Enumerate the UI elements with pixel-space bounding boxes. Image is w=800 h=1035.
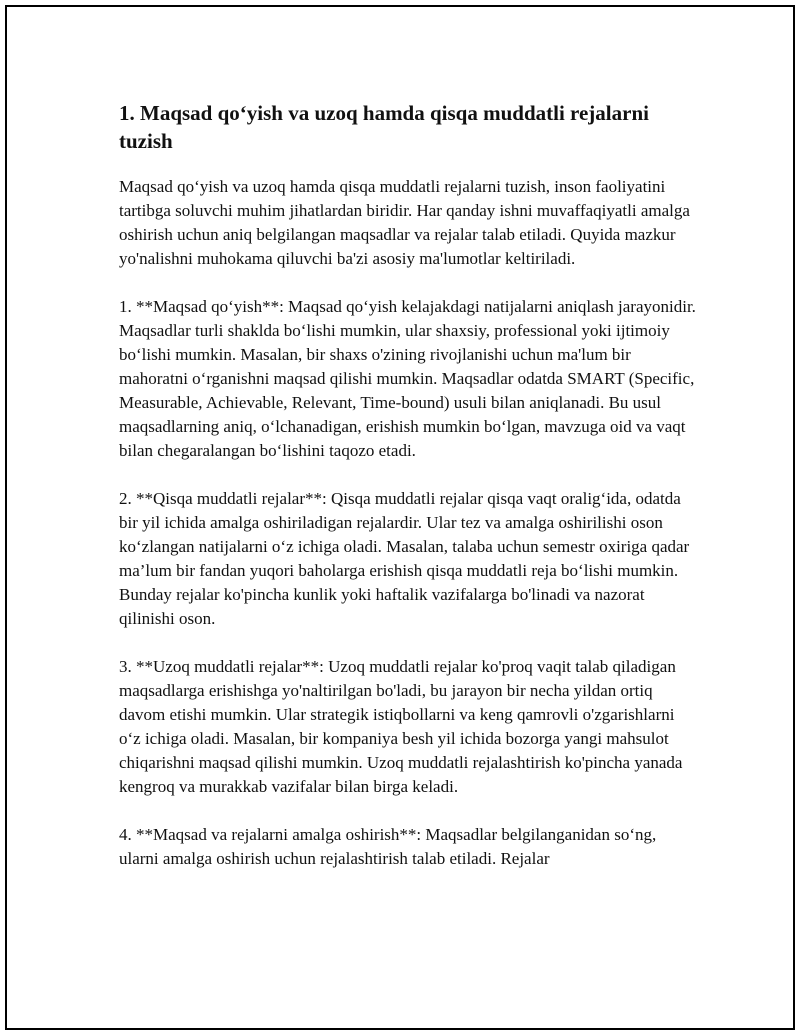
intro-paragraph: Maqsad qo‘yish va uzoq hamda qisqa muddatli rejalarni tuzish, inson faoliyatini tartibga soluvchi muhim jihatlardan biridir. Har qanday ishni muvaffaqiyatli amalga oshirish uchun aniq belgilangan maqsadlar va rejalar talab etiladi. Quyida mazkur yo'nalishni muhokama qiluvchi ba'zi asosiy ma'lumotlar keltiriladi. <box>119 177 690 268</box>
paragraph-implementation: 4. **Maqsad va rejalarni amalga oshirish**: Maqsadlar belgilanganidan so‘ng, ularni amalga oshirish uchun rejalashtirish talab etiladi. Rejalar <box>119 825 657 868</box>
paragraph-goal-setting: 1. **Maqsad qo‘yish**: Maqsad qo‘yish kelajakdagi natijalarni aniqlash jarayonidir. Maqsadlar turli shaklda bo‘lishi mumkin, ular shaxsiy, professional yoki ijtimoiy bo‘lishi mumkin. Masalan, bir shaxs o'zining rivojlanishi uchun ma'lum bir mahoratni o‘rganishni maqsad qilishi mumkin. Maqsadlar odatda SMART (Specific, Measurable, Achievable, Relevant, Time-bound) usuli bilan aniqlanadi. Bu usul maqsadlarning aniq, o‘lchanadigan, erishish mumkin bo‘lgan, mavzuga oid va vaqt bilan chegaralangan bo‘lishini taqozo etadi. <box>119 297 696 460</box>
document-body <box>119 99 699 895</box>
document-title: 1. Maqsad qo‘yish va uzoq hamda qisqa muddatli rejalarni tuzish <box>119 101 649 153</box>
page-frame <box>5 5 795 1030</box>
paragraph-long-term-plans: 3. **Uzoq muddatli rejalar**: Uzoq muddatli rejalar ko'proq vaqit talab qiladigan maqsadlarga erishishga yo'naltirilgan bo'ladi, bu jarayon bir necha yildan ortiq davom etishi mumkin. Ular strategik istiqbollarni va keng qamrovli o'zgarishlarni o‘z ichiga oladi. Masalan, bir kompaniya besh yil ichida bozorga yangi mahsulot chiqarishni maqsad qilishi mumkin. Uzoq muddatli rejalashtirish ko'pincha yanada kengroq va murakkab vazifalar bilan birga keladi. <box>119 657 683 796</box>
paragraph-short-term-plans: 2. **Qisqa muddatli rejalar**: Qisqa muddatli rejalar qisqa vaqt oralig‘ida, odatda bir yil ichida amalga oshiriladigan rejalardir. Ular tez va amalga oshirilishi oson ko‘zlangan natijalarni o‘z ichiga oladi. Masalan, talaba uchun semestr oxiriga qadar ma’lum bir fandan yuqori baholarga erishish qisqa muddatli reja bo‘lishi mumkin. Bunday rejalar ko'pincha kunlik yoki haftalik vazifalarga bo'linadi va nazorat qilinishi oson. <box>119 489 690 628</box>
